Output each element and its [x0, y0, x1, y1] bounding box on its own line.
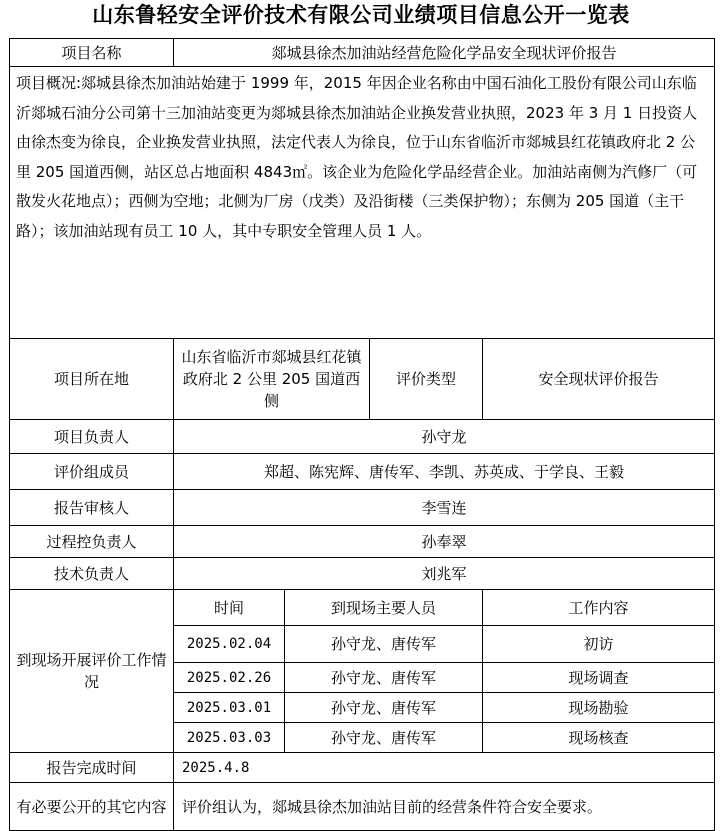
info-table	[9, 38, 715, 831]
site-header-people: 到现场主要人员	[285, 590, 483, 626]
site-row-work: 现场勘验	[483, 693, 715, 723]
site-row-people: 孙守龙、唐传军	[285, 663, 483, 693]
row-project-name	[10, 39, 715, 67]
reviewer-label: 报告审核人	[10, 490, 174, 526]
other-label: 有必要公开的其它内容	[10, 783, 174, 831]
row-overview	[10, 67, 715, 339]
site-header-row	[10, 590, 715, 626]
members-value: 郑超、陈宪辉、唐传军、李凯、苏英成、于学良、王毅	[174, 454, 715, 490]
site-row-work: 现场核查	[483, 723, 715, 753]
completion-label: 报告完成时间	[10, 753, 174, 783]
page-title: 山东鲁轻安全评价技术有限公司业绩项目信息公开一览表	[92, 3, 630, 27]
process-label: 过程控负责人	[10, 526, 174, 558]
eval-type-label: 评价类型	[370, 339, 483, 420]
row-members	[10, 454, 715, 490]
eval-type-value: 安全现状评价报告	[483, 339, 715, 420]
row-reviewer	[10, 490, 715, 526]
reviewer-value: 李雪连	[174, 490, 715, 526]
members-label: 评价组成员	[10, 454, 174, 490]
completion-value: 2025.4.8	[174, 753, 715, 783]
row-location	[10, 339, 715, 420]
site-header-work: 工作内容	[483, 590, 715, 626]
row-completion	[10, 753, 715, 783]
process-value: 孙奉翠	[174, 526, 715, 558]
row-leader	[10, 420, 715, 454]
site-row-time: 2025.03.01	[174, 693, 285, 723]
project-name-value: 郯城县徐杰加油站经营危险化学品安全现状评价报告	[174, 39, 715, 67]
site-header-time: 时间	[174, 590, 285, 626]
tech-value: 刘兆军	[174, 558, 715, 590]
location-label: 项目所在地	[10, 339, 174, 420]
tech-label: 技术负责人	[10, 558, 174, 590]
site-row-work: 现场调查	[483, 663, 715, 693]
row-tech	[10, 558, 715, 590]
row-other	[10, 783, 715, 831]
site-row-time: 2025.02.04	[174, 626, 285, 663]
site-row-time: 2025.03.03	[174, 723, 285, 753]
site-visit-label: 到现场开展评价工作情况	[10, 590, 174, 753]
project-name-label: 项目名称	[10, 39, 174, 67]
project-overview: 项目概况:郯城县徐杰加油站始建于 1999 年，2015 年因企业名称由中国石油化工股份有限公司山东临沂郯城石油分公司第十三加油站变更为郯城县徐杰加油站企业换发营业执照，2023 年 3 月 1 日投资人由徐杰变为徐良，企业换发营业执照，法定代表人为徐良，位于山东省临沂市郯城县红花镇政府北 2 公里 205 国道西侧，站区总占地面积 4843㎡。该企业为危险化学品经营企业。加油站南侧为汽修厂（可散发火花地点）；西侧为空地；北侧为厂房（戊类）及沿街楼（三类保护物）；东侧为 205 国道（主干路）；该加油站现有员工 10 人，其中专职安全管理人员 1 人。	[10, 67, 715, 339]
row-process	[10, 526, 715, 558]
leader-value: 孙守龙	[174, 420, 715, 454]
site-row-people: 孙守龙、唐传军	[285, 723, 483, 753]
location-value: 山东省临沂市郯城县红花镇政府北 2 公里 205 国道西侧	[174, 339, 370, 420]
other-value: 评价组认为，郯城县徐杰加油站目前的经营条件符合安全要求。	[174, 783, 715, 831]
site-row-work: 初访	[483, 626, 715, 663]
site-row-people: 孙守龙、唐传军	[285, 626, 483, 663]
leader-label: 项目负责人	[10, 420, 174, 454]
site-row-people: 孙守龙、唐传军	[285, 693, 483, 723]
site-row-time: 2025.02.26	[174, 663, 285, 693]
